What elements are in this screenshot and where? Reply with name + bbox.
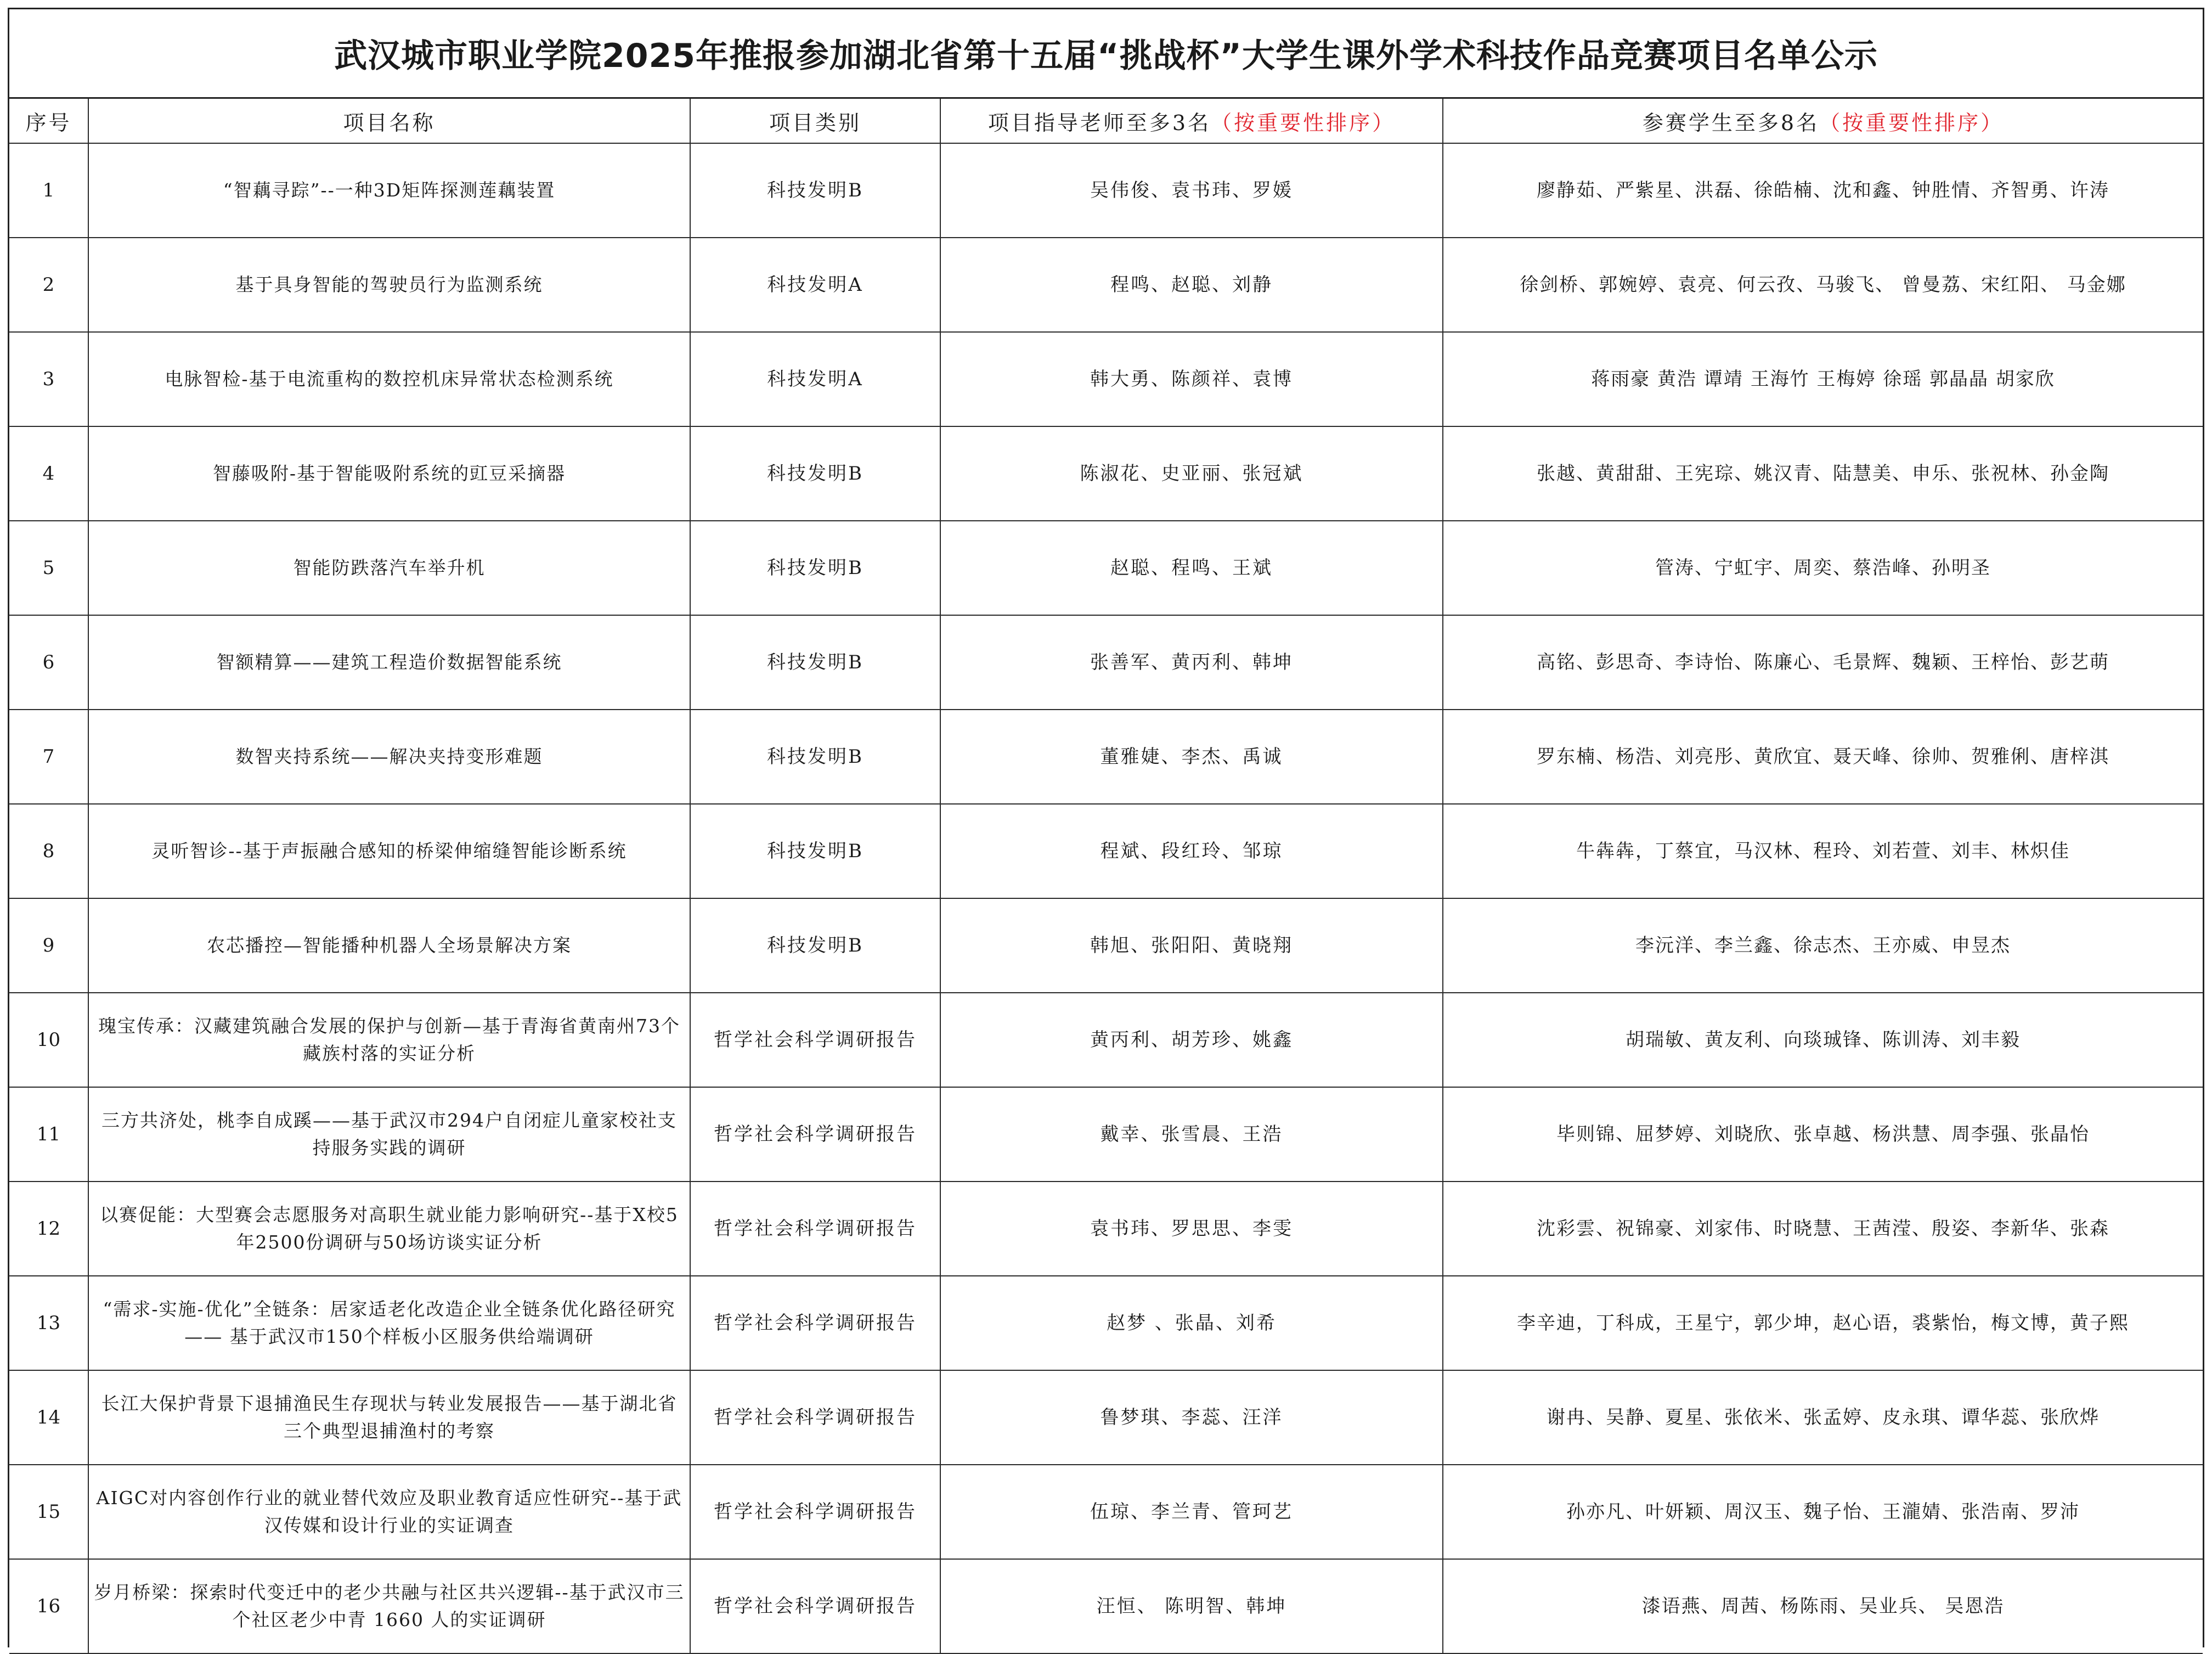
project-type: 哲学社会科学调研报告 <box>690 1370 940 1465</box>
project-teachers: 董雅婕、李杰、禹诚 <box>940 710 1443 804</box>
table-row <box>9 426 2203 521</box>
row-no: 14 <box>9 1370 88 1465</box>
project-name: 岁月桥梁：探索时代变迁中的老少共融与社区共兴逻辑--基于武汉市三个社区老少中青 1660 人的实证调研 <box>88 1559 690 1653</box>
project-name: 智额精算——建筑工程造价数据智能系统 <box>88 615 690 710</box>
project-students: 漆语燕、周茜、杨陈雨、吴业兵、 吴恩浩 <box>1443 1559 2203 1653</box>
row-no: 4 <box>9 426 88 521</box>
row-no: 15 <box>9 1465 88 1559</box>
project-students: 廖静茹、严紫星、洪磊、徐皓楠、沈和鑫、钟胜情、齐智勇、许涛 <box>1443 143 2203 238</box>
project-teachers: 韩旭、张阳阳、黄晓翔 <box>940 898 1443 993</box>
project-students: 蒋雨豪 黄浩 谭靖 王海竹 王梅婷 徐瑶 郭晶晶 胡家欣 <box>1443 332 2203 426</box>
project-type: 哲学社会科学调研报告 <box>690 1559 940 1653</box>
project-type: 哲学社会科学调研报告 <box>690 1087 940 1182</box>
project-teachers: 伍琼、李兰青、管珂艺 <box>940 1465 1443 1559</box>
project-teachers: 袁书玮、罗思思、李雯 <box>940 1182 1443 1276</box>
project-students: 李辛迪，丁科成，王星宁，郭少坤，赵心语，裘紫怡，梅文博，黄子熙 <box>1443 1276 2203 1370</box>
row-no: 12 <box>9 1182 88 1276</box>
table-row <box>9 898 2203 993</box>
project-name: 电脉智检-基于电流重构的数控机床异常状态检测系统 <box>88 332 690 426</box>
project-name: 基于具身智能的驾驶员行为监测系统 <box>88 238 690 332</box>
table-row <box>9 1465 2203 1559</box>
project-name: 三方共济处，桃李自成蹊——基于武汉市294户自闭症儿童家校社支持服务实践的调研 <box>88 1087 690 1182</box>
header-students-note: （按重要性排序） <box>1819 110 2004 135</box>
row-no: 6 <box>9 615 88 710</box>
header-students-label: 参赛学生至多8名 <box>1642 110 1820 135</box>
project-students: 张越、黄甜甜、王宪琮、姚汉青、陆慧美、申乐、张祝林、孙金陶 <box>1443 426 2203 521</box>
header-students <box>1443 99 2203 143</box>
project-students: 管涛、宁虹宇、周奕、蔡浩峰、孙明圣 <box>1443 521 2203 615</box>
header-teacher <box>940 99 1443 143</box>
project-students: 胡瑞敏、黄友利、向琰珹锋、陈训涛、刘丰毅 <box>1443 993 2203 1087</box>
project-students: 罗东楠、杨浩、刘亮彤、黄欣宜、聂天峰、徐帅、贺雅俐、唐梓淇 <box>1443 710 2203 804</box>
project-type: 哲学社会科学调研报告 <box>690 1276 940 1370</box>
project-name: AIGC对内容创作行业的就业替代效应及职业教育适应性研究--基于武汉传媒和设计行业的实证调查 <box>88 1465 690 1559</box>
project-type: 科技发明B <box>690 426 940 521</box>
project-teachers: 吴伟俊、袁书玮、罗媛 <box>940 143 1443 238</box>
project-name: “需求-实施-优化”全链条：居家适老化改造企业全链条优化路径研究—— 基于武汉市150个样板小区服务供给端调研 <box>88 1276 690 1370</box>
project-students: 李沅洋、李兰鑫、徐志杰、王亦威、申昱杰 <box>1443 898 2203 993</box>
project-name: 数智夹持系统——解决夹持变形难题 <box>88 710 690 804</box>
table-row <box>9 615 2203 710</box>
project-students: 徐剑桥、郭婉婷、袁亮、何云孜、马骏飞、 曾曼荔、宋红阳、 马金娜 <box>1443 238 2203 332</box>
row-no: 16 <box>9 1559 88 1653</box>
project-name: 智藤吸附-基于智能吸附系统的豇豆采摘器 <box>88 426 690 521</box>
project-teachers: 鲁梦琪、李蕊、汪洋 <box>940 1370 1443 1465</box>
project-type: 科技发明B <box>690 898 940 993</box>
header-type: 项目类别 <box>690 99 940 143</box>
project-teachers: 黄丙利、胡芳珍、姚鑫 <box>940 993 1443 1087</box>
header-row <box>9 99 2203 143</box>
project-type: 科技发明A <box>690 332 940 426</box>
table-row <box>9 238 2203 332</box>
row-no: 10 <box>9 993 88 1087</box>
project-name: 智能防跌落汽车举升机 <box>88 521 690 615</box>
project-type: 哲学社会科学调研报告 <box>690 993 940 1087</box>
row-no: 8 <box>9 804 88 898</box>
project-students: 谢冉、吴静、夏星、张依米、张孟婷、皮永琪、谭华蕊、张欣烨 <box>1443 1370 2203 1465</box>
row-no: 11 <box>9 1087 88 1182</box>
project-type: 哲学社会科学调研报告 <box>690 1465 940 1559</box>
row-no: 1 <box>9 143 88 238</box>
project-type: 科技发明B <box>690 804 940 898</box>
table-row <box>9 1276 2203 1370</box>
table-row <box>9 1559 2203 1653</box>
project-name: 长江大保护背景下退捕渔民生存现状与转业发展报告——基于湖北省三个典型退捕渔村的考察 <box>88 1370 690 1465</box>
project-name: 瑰宝传承：汉藏建筑融合发展的保护与创新—基于青海省黄南州73个藏族村落的实证分析 <box>88 993 690 1087</box>
project-type: 科技发明B <box>690 143 940 238</box>
project-students: 沈彩雲、祝锦豪、刘家伟、时晓慧、王茜滢、殷姿、李新华、张森 <box>1443 1182 2203 1276</box>
notice-sheet <box>8 8 2204 1647</box>
project-name: “智藕寻踪”--一种3D矩阵探测莲藕装置 <box>88 143 690 238</box>
project-students: 牛犇犇，丁蔡宜，马汉林、程玲、刘若萱、刘丰、林炽佳 <box>1443 804 2203 898</box>
row-no: 13 <box>9 1276 88 1370</box>
table-row <box>9 332 2203 426</box>
project-name: 农芯播控—智能播种机器人全场景解决方案 <box>88 898 690 993</box>
table-row <box>9 993 2203 1087</box>
project-type: 哲学社会科学调研报告 <box>690 1182 940 1276</box>
project-students: 毕则锦、屈梦婷、刘晓欣、张卓越、杨洪慧、周李强、张晶怡 <box>1443 1087 2203 1182</box>
row-no: 7 <box>9 710 88 804</box>
project-teachers: 赵聪、程鸣、王斌 <box>940 521 1443 615</box>
row-no: 2 <box>9 238 88 332</box>
project-type: 科技发明B <box>690 521 940 615</box>
table-row <box>9 804 2203 898</box>
page-title: 武汉城市职业学院2025年推报参加湖北省第十五届“挑战杯”大学生课外学术科技作品竞赛项目名单公示 <box>9 9 2203 99</box>
project-students: 高铭、彭思奇、李诗怡、陈廉心、毛景辉、魏颖、王梓怡、彭艺萌 <box>1443 615 2203 710</box>
project-teachers: 程鸣、赵聪、刘静 <box>940 238 1443 332</box>
table-row <box>9 143 2203 238</box>
project-name: 灵听智诊--基于声振融合感知的桥梁伸缩缝智能诊断系统 <box>88 804 690 898</box>
project-students: 孙亦凡、叶妍颖、周汉玉、魏子怡、王瀧婧、张浩南、罗沛 <box>1443 1465 2203 1559</box>
header-teacher-note: （按重要性排序） <box>1211 110 1396 135</box>
project-type: 科技发明B <box>690 615 940 710</box>
header-no: 序号 <box>9 99 88 143</box>
table-row <box>9 710 2203 804</box>
project-teachers: 戴幸、张雪晨、王浩 <box>940 1087 1443 1182</box>
table-row <box>9 1182 2203 1276</box>
project-teachers: 张善军、黄丙利、韩坤 <box>940 615 1443 710</box>
project-name: 以赛促能：大型赛会志愿服务对高职生就业能力影响研究--基于X校5年2500份调研与50场访谈实证分析 <box>88 1182 690 1276</box>
project-teachers: 汪恒、 陈明智、韩坤 <box>940 1559 1443 1653</box>
project-teachers: 赵梦 、张晶、刘希 <box>940 1276 1443 1370</box>
project-teachers: 程斌、段红玲、邹琼 <box>940 804 1443 898</box>
row-no: 3 <box>9 332 88 426</box>
project-type: 科技发明B <box>690 710 940 804</box>
project-teachers: 陈淑花、史亚丽、张冠斌 <box>940 426 1443 521</box>
header-teacher-label: 项目指导老师至多3名 <box>988 110 1211 135</box>
project-teachers: 韩大勇、陈颜祥、袁博 <box>940 332 1443 426</box>
table-row <box>9 521 2203 615</box>
row-no: 5 <box>9 521 88 615</box>
row-no: 9 <box>9 898 88 993</box>
header-name: 项目名称 <box>88 99 690 143</box>
project-table <box>9 99 2203 1654</box>
table-row <box>9 1087 2203 1182</box>
project-type: 科技发明A <box>690 238 940 332</box>
table-row <box>9 1370 2203 1465</box>
